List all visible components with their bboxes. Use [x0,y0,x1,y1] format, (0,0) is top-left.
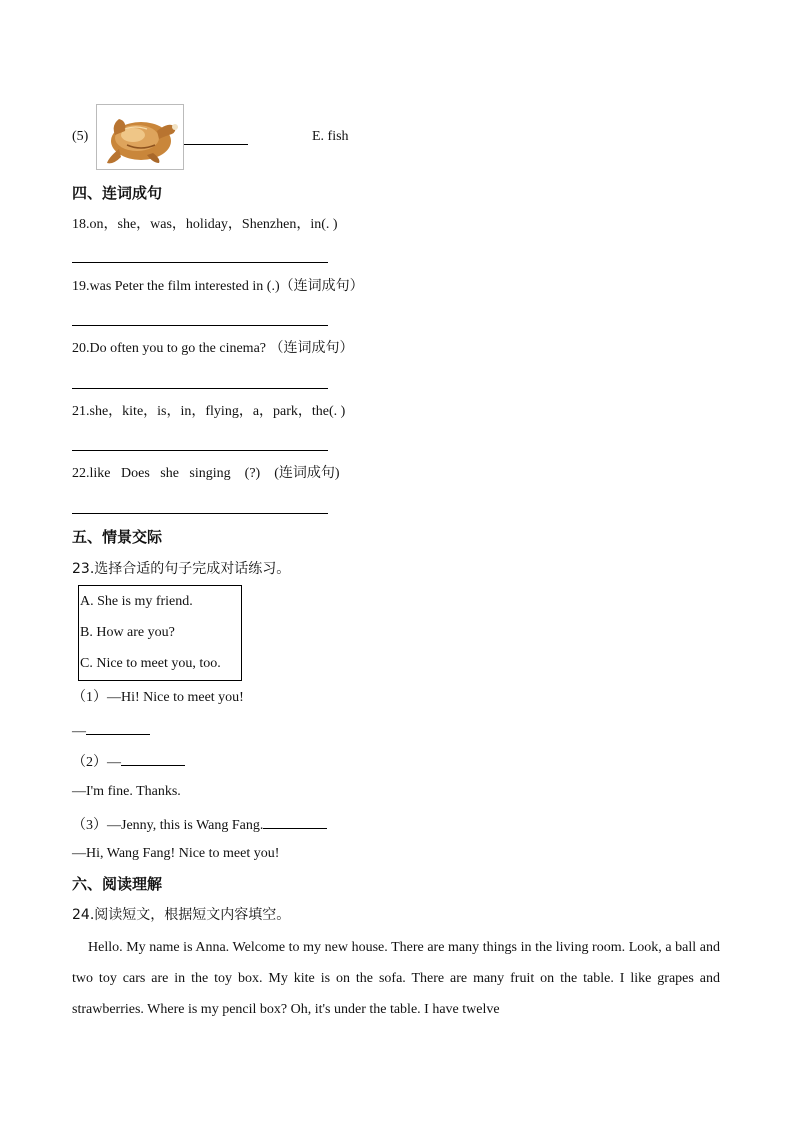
question-22: 22.like Does she singing (?) (连词成句) [72,466,340,481]
question-23: 23.选择合适的句子完成对话练习。 [72,561,291,577]
roast-chicken-image [96,104,184,170]
dialog-line-1: （1）—Hi! Nice to meet you! [72,690,244,705]
question-20: 20.Do often you to go the cinema? （连词成句） [72,341,354,356]
dialog-line-3-text: （2）— [72,755,121,770]
section-6-title: 六、阅读理解 [72,875,163,893]
item-5-answer-line[interactable] [184,144,248,145]
dialog-blank-2[interactable] [121,751,185,766]
dialog-line-3 [72,751,185,772]
option-c: C. Nice to meet you, too. [80,656,221,671]
answer-line-19[interactable] [72,325,328,326]
reading-passage [72,932,720,1025]
section-5-title: 五、情景交际 [72,528,163,546]
reading-passage-text: Hello. My name is Anna. Welcome to my new house. There are many things in the living room. Look, a ball and two toy cars are in the toy box. My kite is on the sofa. There are many fruit on the table. I like grapes and strawberries. Where is my pencil box? Oh, it's under the table. I have twelve [72,940,720,1017]
section-4-title: 四、连词成句 [72,184,163,202]
item-5-label: (5) [72,129,89,144]
item-5-option: E. fish [312,129,349,144]
answer-line-21[interactable] [72,450,328,451]
dialog-blank-1[interactable] [86,720,150,735]
dialog-line-5 [72,814,327,835]
dialog-line-6: —Hi, Wang Fang! Nice to meet you! [72,846,280,861]
dialog-blank-3[interactable] [263,814,327,829]
dialog-line-2-text: — [72,724,86,739]
dialog-line-4: —I'm fine. Thanks. [72,784,181,799]
question-18: 18.on，she，was，holiday，Shenzhen，in(. ) [72,217,338,232]
answer-line-18[interactable] [72,262,328,263]
dialog-line-5-text: （3）—Jenny, this is Wang Fang. [72,818,264,833]
dialog-line-2 [72,720,150,741]
question-19: 19.was Peter the film interested in (.)（连词成句） [72,279,364,294]
answer-line-22[interactable] [72,513,328,514]
answer-line-20[interactable] [72,388,328,389]
question-24: 24.阅读短文，根据短文内容填空。 [72,907,291,923]
option-a: A. She is my friend. [80,594,193,609]
question-21: 21.she，kite，is，in，flying，a，park，the(. ) [72,404,346,419]
roast-chicken-icon [97,105,183,169]
option-b: B. How are you? [80,625,175,640]
